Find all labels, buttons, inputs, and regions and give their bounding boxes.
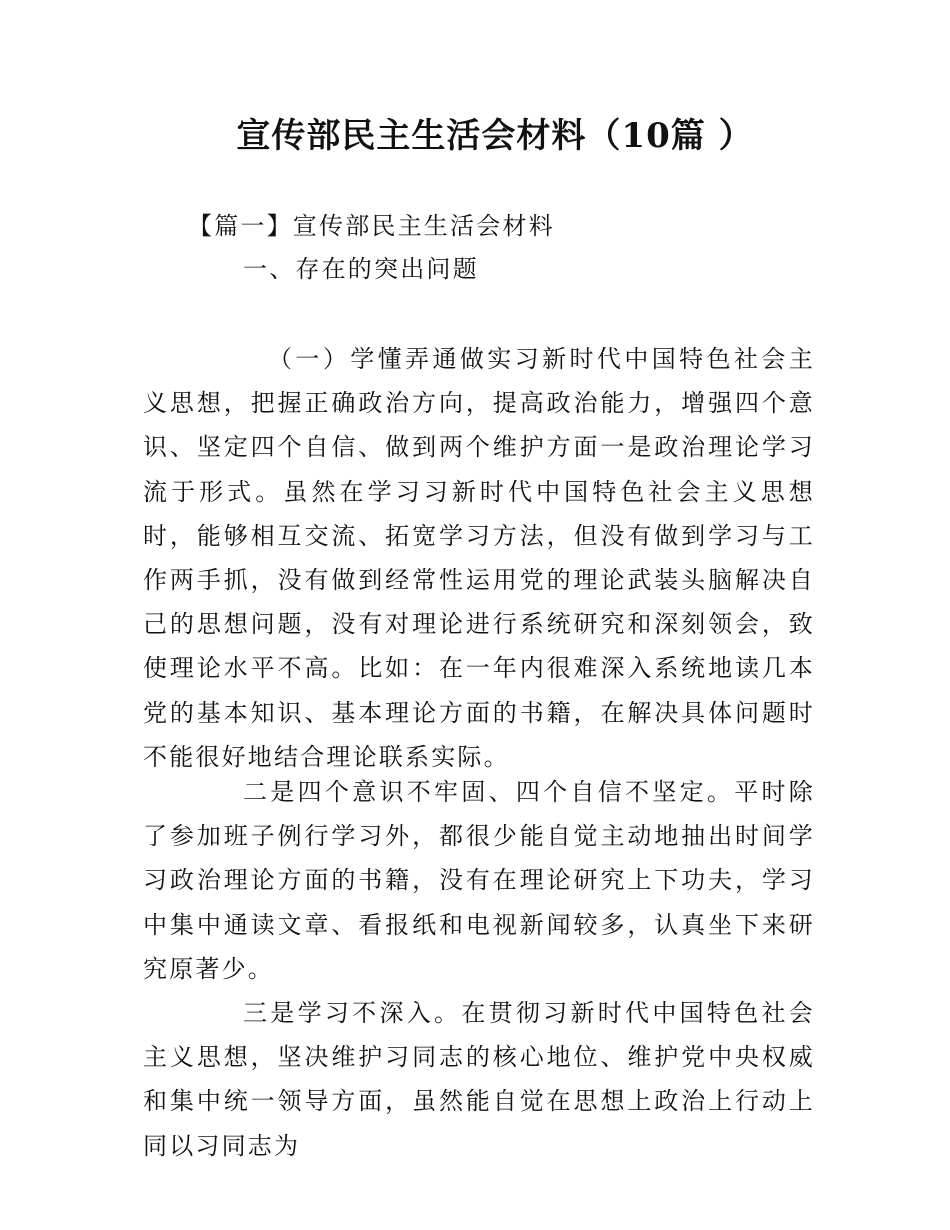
body-paragraph: 二是四个意识不牢固、四个自信不坚定。平时除了参加班子例行学习外，都很少能自觉主动地抽出时间学习政治理论方面的书籍，没有在理论研究上下功夫，学习中集中通读文章、看报纸和电视新闻较多，认真坐下来研究原著少。 bbox=[143, 778, 815, 983]
body-paragraph: （一）学懂弄通做实习新时代中国特色社会主义思想，把握正确政治方向，提高政治能力，增强四个意识、坚定四个自信、做到两个维护方面一是政治理论学习流于形式。虽然在学习习新时代中国特色社会主义思想时，能够相互交流、拓宽学习方法，但没有做到学习与工作两手抓，没有做到经常性运用党的理论武装头脑解决自己的思想问题，没有对理论进行系统研究和深刻领会，致使理论水平不高。比如：在一年内很难深入系统地读几本党的基本知识、基本理论方面的书籍，在解决具体问题时不能很好地结合理论联系实际。 bbox=[143, 345, 815, 771]
body-paragraph: 三是学习不深入。在贯彻习新时代中国特色社会主义思想，坚决维护习同志的核心地位、维护党中央权威和集中统一领导方面，虽然能自觉在思想上政治上行动上同以习同志为 bbox=[143, 999, 815, 1160]
subheading: 一、存在的突出问题 bbox=[243, 255, 479, 283]
document-title: 宣传部民主生活会材料（10篇 ） bbox=[236, 116, 754, 156]
section-heading: 【篇一】宣传部民主生活会材料 bbox=[188, 212, 555, 240]
